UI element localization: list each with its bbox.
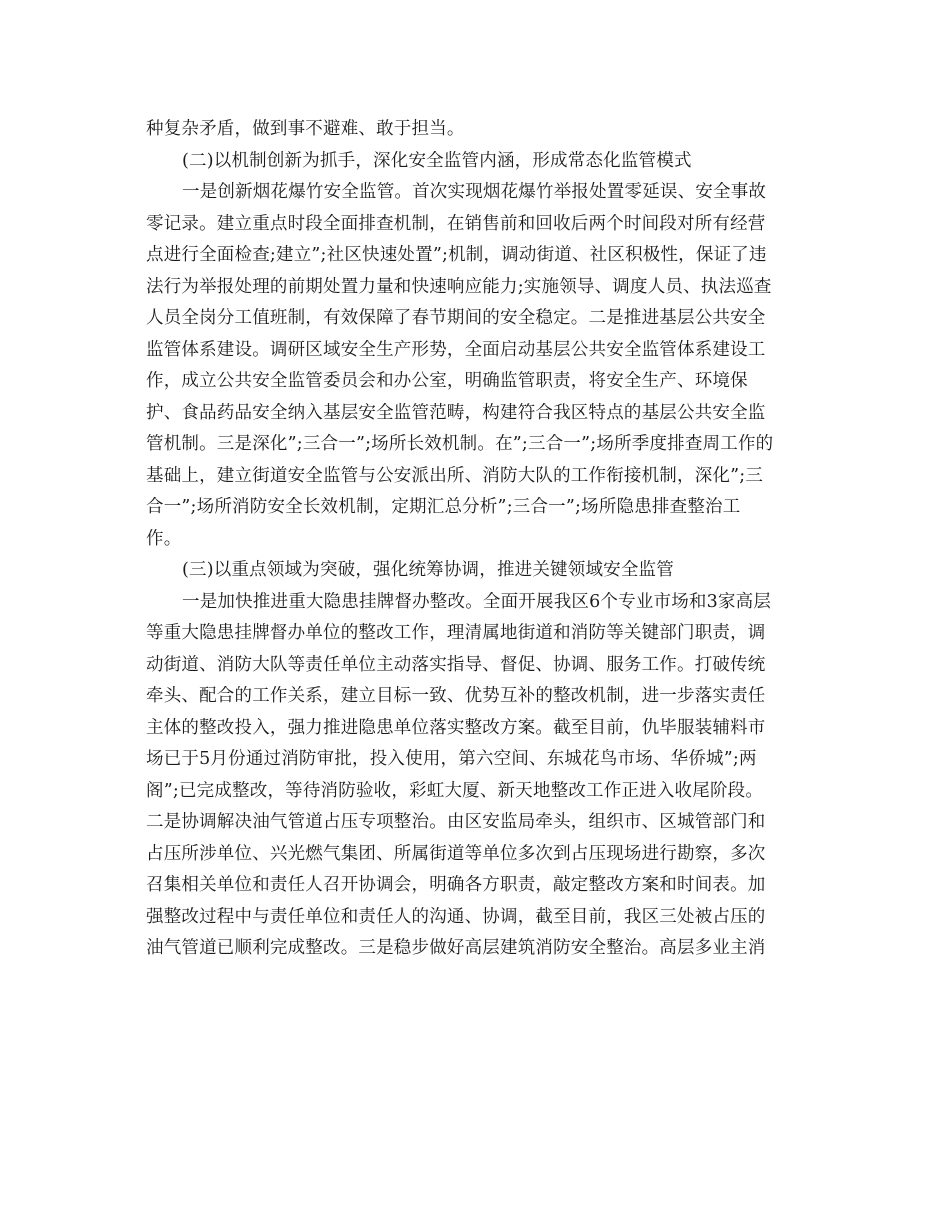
text-line: 占压所涉单位、兴光燃气集团、所属街道等单位多次到占压现场进行勘察，多次 [146, 843, 766, 864]
text-line: 一是创新烟花爆竹安全监管。首次实现烟花爆竹举报处置零延误、安全事故 [182, 182, 767, 202]
text-line: 召集相关单位和责任人召开协调会，明确各方职责，敲定整改方案和时间表。加 [146, 875, 766, 895]
text-line: 种复杂矛盾，做到事不避难、敢于担当。 [146, 119, 465, 139]
text-line: 场已于5月份通过消防审批，投入使用，第六空间、东城花鸟市场、华侨城”;两 [146, 749, 757, 769]
text-line: (三)以重点领域为突破，强化统筹协调，推进关键领域安全监管 [182, 560, 674, 580]
text-line: 法行为举报处理的前期处置力量和快速响应能力;实施领导、调度人员、执法巡查 [146, 276, 772, 297]
text-line: 护、食品药品安全纳入基层安全监管范畴，构建符合我区特点的基层公共安全监 [146, 402, 766, 423]
text-line: 强整改过程中与责任单位和责任人的沟通、协调，截至目前，我区三处被占压的 [146, 906, 766, 927]
text-line: 主体的整改投入，强力推进隐患单位落实整改方案。截至目前，仇毕服装辅料市 [146, 717, 766, 738]
text-line: 等重大隐患挂牌督办单位的整改工作，理清属地街道和消防等关键部门职责，调 [146, 623, 766, 643]
text-line: 作。 [146, 528, 182, 549]
text-line: 监管体系建设。调研区域安全生产形势，全面启动基层公共安全监管体系建设工 [146, 339, 766, 360]
text-line: 二是协调解决油气管道占压专项整治。由区安监局牵头，组织市、区城管部门和 [146, 812, 766, 832]
text-line: (二)以机制创新为抓手，深化安全监管内涵，形成常态化监管模式 [182, 150, 692, 171]
text-line: 零记录。建立重点时段全面排查机制，在销售前和回收后两个时间段对所有经营 [146, 213, 766, 234]
text-line: 作，成立公共安全监管委员会和办公室，明确监管职责，将安全生产、环境保 [146, 371, 748, 391]
text-line: 点进行全面检查;建立”;社区快速处置”;机制，调动街道、社区积极性，保证了违 [146, 245, 767, 265]
text-line: 一是加快推进重大隐患挂牌督办整改。全面开展我区6个专业市场和3家高层 [182, 591, 772, 612]
text-line: 阁”;已完成整改，等待消防验收，彩虹大厦、新天地整改工作正进入收尾阶段。 [146, 780, 764, 801]
text-line: 基础上，建立街道安全监管与公安派出所、消防大队的工作衔接机制，深化”;三 [146, 465, 764, 486]
text-line: 油气管道已顺利完成整改。三是稳步做好高层建筑消防安全整治。高层多业主消 [146, 938, 766, 958]
text-line: 动街道、消防大队等责任单位主动落实指导、督促、协调、服务工作。打破传统 [146, 654, 766, 675]
document-body [146, 114, 806, 965]
text-line: 牵头、配合的工作关系，建立目标一致、优势互补的整改机制，进一步落实责任 [146, 686, 766, 706]
text-line: 管机制。三是深化”;三合一”;场所长效机制。在”;三合一”;场所季度排查周工作的 [146, 434, 774, 454]
text-line: 合一”;场所消防安全长效机制，定期汇总分析”;三合一”;场所隐患排查整治工 [146, 497, 741, 517]
text-line: 人员全岗分工值班制，有效保障了春节期间的安全稳定。二是推进基层公共安全 [146, 308, 766, 328]
